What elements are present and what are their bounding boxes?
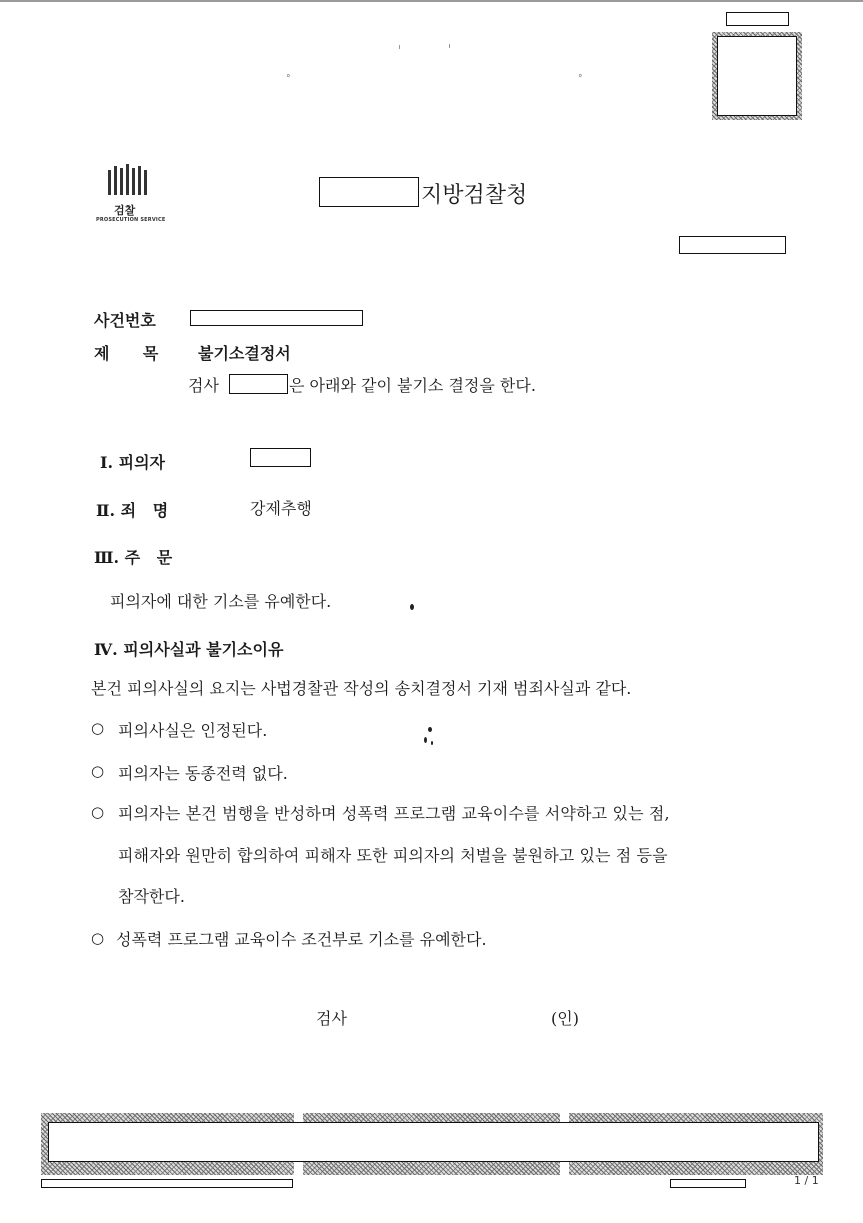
signature-seal: (인) <box>551 1009 579 1028</box>
reason-item: 피의자는 동종전력 없다. <box>118 764 288 783</box>
page-top-rule <box>0 0 863 2</box>
document-title: 불기소결정서 <box>198 344 291 363</box>
redacted-prosecutor-name <box>229 374 288 394</box>
ink-spot <box>431 741 433 745</box>
prosecution-logo <box>96 162 166 228</box>
section-disposition-label: Ⅲ. 주 문 <box>94 548 173 567</box>
bullet-symbol: ○ <box>91 719 105 737</box>
reason-continuation: 참작한다. <box>118 887 185 906</box>
scan-mark: ° <box>578 74 583 84</box>
redacted-footer-info <box>48 1122 819 1162</box>
redacted-case-number <box>190 310 363 326</box>
reason-item: 피의사실은 인정된다. <box>118 721 268 740</box>
reason-item: 성폭력 프로그램 교육이수 조건부로 기소를 유예한다. <box>116 930 487 949</box>
redacted-stamp <box>717 36 797 116</box>
redacted-footer-code <box>41 1179 293 1188</box>
ink-spot <box>424 737 427 743</box>
redacted-stamp-label <box>726 12 789 26</box>
ink-spot <box>410 604 414 610</box>
title-label: 제 목 <box>94 344 159 363</box>
section-reasons-label: Ⅳ. 피의사실과 불기소이유 <box>94 640 284 659</box>
redacted-footer-date <box>670 1179 746 1188</box>
logo-subtitle: PROSECUTION SERVICE <box>96 217 166 223</box>
reason-item: 피의자는 본건 범행을 반성하며 성폭력 프로그램 교육이수를 서약하고 있는 점, <box>118 804 670 823</box>
prosecution-emblem-icon <box>96 162 166 202</box>
reason-continuation: 피해자와 원만히 합의하여 피해자 또한 피의자의 처벌을 불원하고 있는 점 등을 <box>118 846 668 865</box>
bullet-symbol: ○ <box>91 929 105 947</box>
section-suspect-label: Ⅰ. 피의자 <box>100 453 165 472</box>
decision-prefix: 검사 <box>188 376 219 395</box>
signature-prosecutor: 검사 <box>316 1009 347 1028</box>
scan-mark <box>449 44 450 48</box>
redacted-office-name <box>319 177 419 207</box>
reasons-intro: 본건 피의사실의 요지는 사법경찰관 작성의 송치결정서 기재 범죄사실과 같다. <box>91 679 632 698</box>
scan-mark: ° <box>286 74 291 84</box>
scan-mark <box>399 45 400 49</box>
case-number-label: 사건번호 <box>94 311 156 330</box>
bullet-symbol: ○ <box>91 803 105 821</box>
section-charge-label: Ⅱ. 죄 명 <box>96 501 169 520</box>
office-title: 지방검찰청 <box>421 183 528 208</box>
ink-spot <box>428 727 432 732</box>
disposition-text: 피의자에 대한 기소를 유예한다. <box>110 592 332 611</box>
charge-value: 강제추행 <box>250 499 312 518</box>
logo-name: 검찰 <box>114 204 136 217</box>
bullet-symbol: ○ <box>91 762 105 780</box>
redacted-suspect-name <box>250 448 311 467</box>
redacted-date <box>679 236 786 254</box>
decision-text: 은 아래와 같이 불기소 결정을 한다. <box>289 376 536 395</box>
page-number: 1 / 1 <box>794 1174 819 1187</box>
